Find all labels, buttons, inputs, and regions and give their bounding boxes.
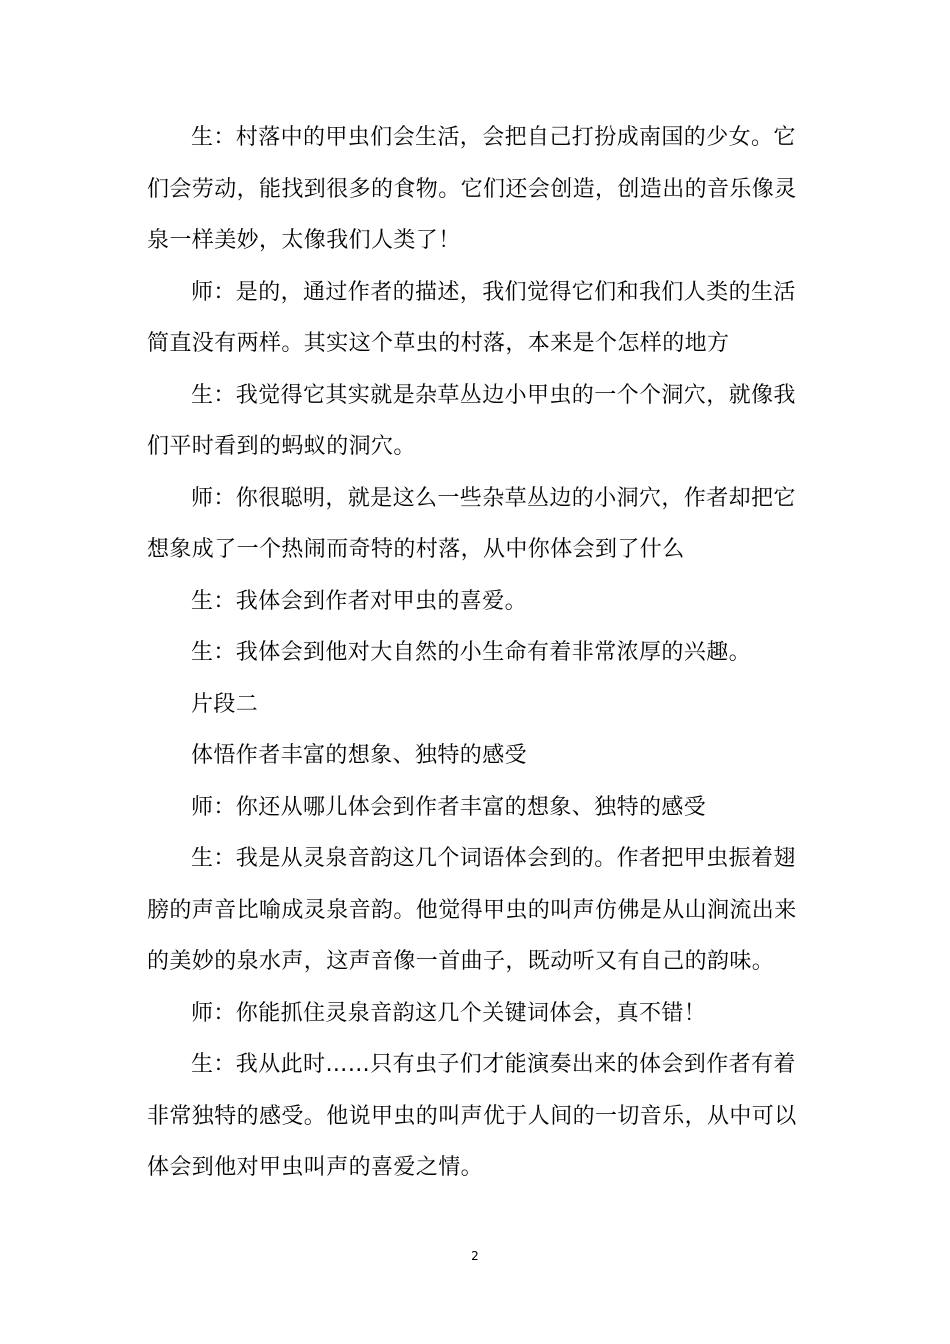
paragraph: 生：村落中的甲虫们会生活，会把自己打扮成南国的少女。它们会劳动，能找到很多的食物。它们还会创造，创造出的音乐像灵泉一样美妙，太像我们人类了！ [147, 125, 797, 253]
section-subheading: 体悟作者丰富的想象、独特的感受 [191, 743, 528, 768]
paragraph: 师：你还从哪儿体会到作者丰富的想象、独特的感受 [191, 794, 707, 820]
paragraph: 生：我是从灵泉音韵这几个词语体会到的。作者把甲虫振着翅膀的声音比喻成灵泉音韵。他觉得甲虫的叫声仿佛是从山涧流出来的美妙的泉水声，这声音像一首曲子，既动听又有自己的韵味。 [147, 846, 797, 974]
section-heading: 片段二 [191, 691, 259, 717]
paragraph: 生：我体会到他对大自然的小生命有着非常浓厚的兴趣。 [191, 640, 752, 665]
paragraph: 师：你很聪明，就是这么一些杂草丛边的小洞穴，作者却把它想象成了一个热闹而奇特的村落，从中你体会到了什么 [147, 485, 796, 562]
paragraph: 师：你能抓住灵泉音韵这几个关键词体会，真不错！ [191, 1000, 707, 1026]
paragraph: 生：我觉得它其实就是杂草丛边小甲虫的一个个洞穴，就像我们平时看到的蚂蚁的洞穴。 [147, 382, 796, 459]
paragraph: 生：我体会到作者对甲虫的喜爱。 [191, 588, 528, 614]
page-number: 2 [471, 1249, 479, 1263]
body-text [147, 112, 799, 1194]
paragraph: 生：我从此时……只有虫子们才能演奏出来的体会到作者有着非常独特的感受。他说甲虫的叫声优于人间的一切音乐，从中可以体会到他对甲虫叫声的喜爱之情。 [147, 1052, 797, 1180]
paragraph: 师：是的，通过作者的描述，我们觉得它们和我们人类的生活简直没有两样。其实这个草虫的村落，本来是个怎样的地方 [147, 279, 796, 356]
